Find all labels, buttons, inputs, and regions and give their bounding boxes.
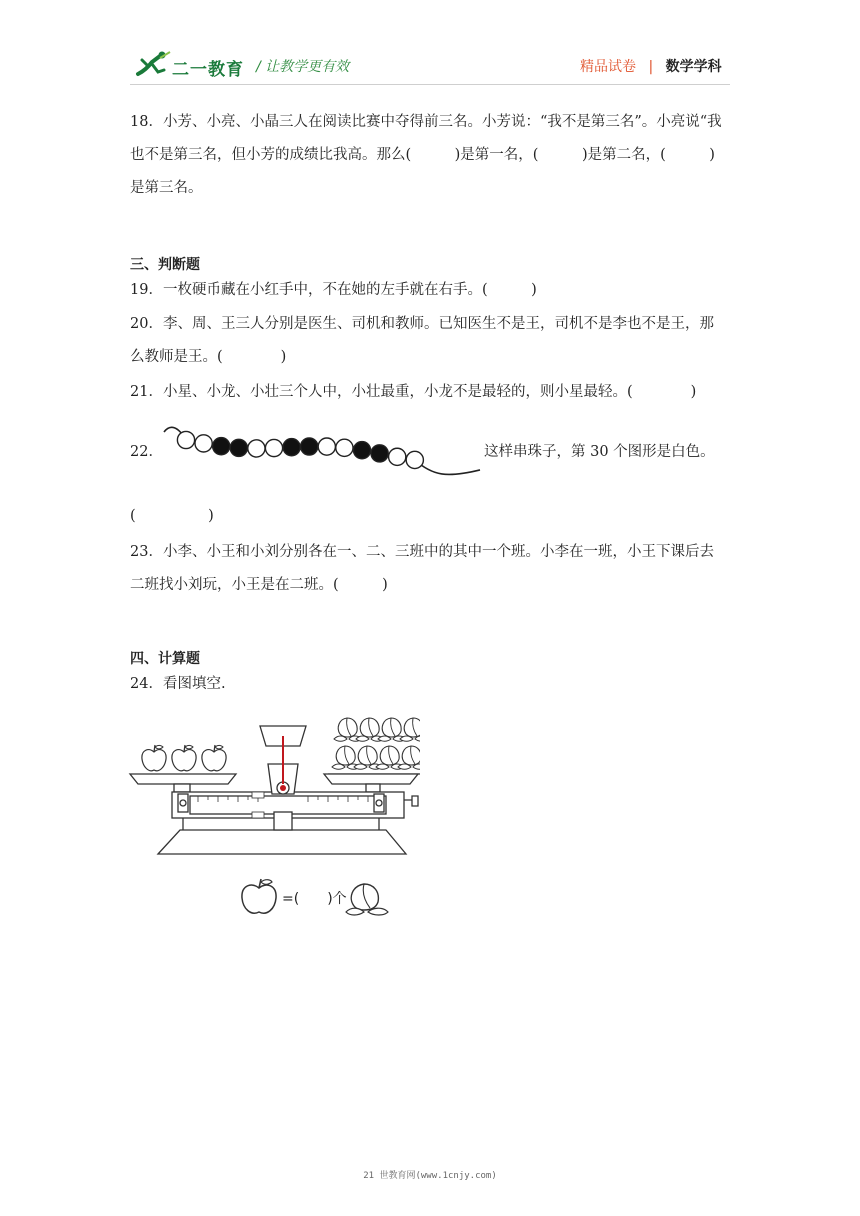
subject-label: 数学学科: [665, 59, 722, 75]
black-bead: [371, 445, 388, 462]
q18-line2: 也不是第三名，但小芳的成绩比我高。那么( )是第一名，( )是第二名，( ): [130, 147, 715, 163]
white-bead: [195, 435, 212, 452]
header: [0, 0, 860, 90]
question-21: 21．小星、小龙、小壮三个人中，小壮最重，小龙不是最轻的，则小星最轻。( ): [130, 384, 697, 400]
q22-answer: ( ): [130, 508, 214, 524]
peach-icon: [398, 746, 420, 769]
white-bead: [177, 431, 194, 448]
q23-line2: 二班找小刘玩，小王是在二班。( ): [130, 577, 388, 593]
header-divider: |: [648, 59, 654, 75]
white-bead: [336, 439, 353, 456]
q20-line2: 么教师是王。( ): [130, 349, 287, 365]
bead-string-figure: [162, 418, 484, 482]
runner-logo-icon: [134, 50, 174, 80]
question-23: [130, 536, 730, 602]
q22-number: 22．: [130, 444, 163, 460]
q18-line3: 是第三名。: [130, 180, 203, 196]
peach-icon: [400, 718, 420, 741]
footer-text: 21 世教育网(www.1cnjy.com): [363, 1171, 497, 1181]
product-label: 精品试卷: [580, 59, 636, 75]
header-right: [580, 56, 722, 76]
question-20: [130, 308, 730, 374]
question-19: 19．一枚硬币藏在小红手中，不在她的左手就在右手。( ): [130, 282, 537, 298]
q20-line1: 20．李、周、王三人分别是医生、司机和教师。已知医生不是王，司机不是李也不是王，那: [130, 316, 714, 332]
q24-equation: =( )个: [282, 891, 347, 907]
white-bead: [265, 439, 282, 456]
black-bead: [353, 442, 370, 459]
q22-text: 这样串珠子，第 30 个图形是白色。: [484, 444, 715, 460]
black-bead: [230, 439, 247, 456]
section-3-title: 三、判断题: [130, 257, 200, 273]
black-bead: [301, 438, 318, 455]
peach-icons: [332, 718, 420, 769]
black-bead: [283, 439, 300, 456]
header-divider-line: [130, 84, 730, 85]
section-4-title: 四、计算题: [130, 651, 200, 667]
apple-icon: [142, 745, 166, 771]
apple-icon: [172, 745, 196, 771]
apple-icons: [142, 745, 226, 771]
white-bead: [248, 440, 265, 457]
apple-icon: [238, 876, 280, 918]
white-bead: [318, 438, 335, 455]
logo-text: 二一教育: [172, 60, 244, 80]
white-bead: [406, 451, 423, 468]
question-18: [130, 106, 730, 205]
peach-icon: [344, 878, 390, 918]
apple-icon: [202, 745, 226, 771]
q24-title: 24．看图填空.: [130, 676, 226, 692]
q23-line1: 23．小李、小王和小刘分别各在一、二、三班中的其中一个班。小李在一班，小王下课后去: [130, 544, 714, 560]
q18-line1: 18．小芳、小亮、小晶三人在阅读比赛中夺得前三名。小芳说：“我不是第三名”。小亮说“我: [130, 114, 722, 130]
slogan: / 让教学更有效: [256, 59, 350, 75]
balance-scale-figure: [128, 712, 420, 860]
black-bead: [213, 438, 230, 455]
white-bead: [389, 448, 406, 465]
